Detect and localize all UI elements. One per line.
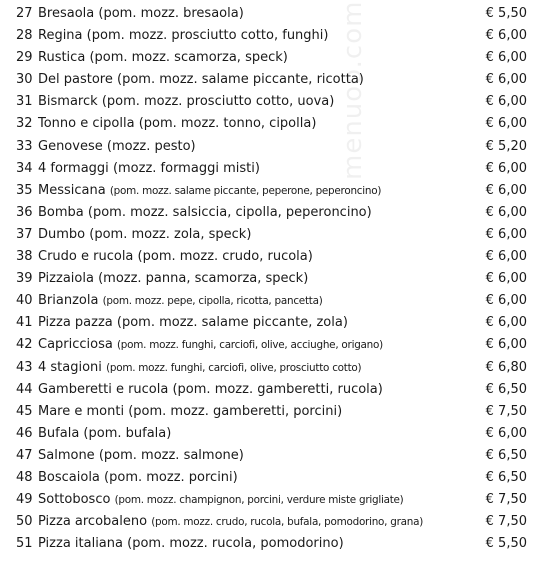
- menu-item-name: Crudo e rucola: [38, 249, 134, 265]
- menu-item-number: 41: [16, 315, 33, 331]
- menu-item-name: Pizzaiola: [38, 271, 94, 287]
- menu-item-description: [38, 180, 381, 202]
- menu-item: [0, 423, 543, 445]
- menu-item-description: [38, 69, 364, 91]
- menu-item: [0, 312, 543, 334]
- menu-item-number: 28: [16, 28, 33, 44]
- menu-item-description: [38, 357, 361, 379]
- menu-item-name: Dumbo: [38, 226, 86, 242]
- menu-item: [0, 246, 543, 268]
- menu-item-number: 49: [16, 492, 33, 508]
- menu-item-description: [38, 334, 383, 356]
- menu-item-number: 31: [16, 94, 33, 110]
- menu-item-name: Boscaiola: [38, 469, 100, 485]
- menu-item-description: [38, 511, 423, 533]
- menu-item-ingredients: (pom. mozz. porcini): [104, 469, 238, 485]
- menu-item-description: [38, 445, 244, 467]
- menu-item-name: Pizza arcobaleno: [38, 514, 148, 530]
- menu-item: [0, 268, 543, 290]
- watermark: menuoo.com: [338, 0, 368, 180]
- menu-item-description: [38, 47, 288, 69]
- menu-item-number: 45: [16, 403, 33, 419]
- menu-item: [0, 533, 543, 555]
- menu-item-number: 35: [16, 182, 33, 198]
- menu-item: [0, 334, 543, 356]
- menu-item-name: Messicana: [38, 182, 106, 198]
- menu-item-name: Bomba: [38, 204, 84, 220]
- menu-item-number: 34: [16, 160, 33, 176]
- menu-item-number: 50: [16, 514, 33, 530]
- menu-item-price: € 6,00: [485, 94, 527, 110]
- menu-item: [0, 180, 543, 202]
- menu-item-number: 48: [16, 469, 33, 485]
- menu-item-price: € 6,00: [485, 28, 527, 44]
- menu-item-name: Bresaola: [38, 6, 95, 21]
- menu-item-description: [38, 401, 342, 423]
- menu-item-number: 29: [16, 50, 33, 66]
- menu-item: [0, 445, 543, 467]
- menu-item-name: Gamberetti e rucola: [38, 381, 169, 397]
- menu-item-number: 38: [16, 249, 33, 265]
- menu-item-ingredients: (mozz. panna, scamorza, speck): [98, 271, 309, 287]
- menu-item-ingredients: (pom. mozz. bresaola): [98, 6, 244, 21]
- menu-item-ingredients: (pom. mozz. pepe, cipolla, ricotta, pancetta): [102, 295, 323, 308]
- menu-item-name: Sottobosco: [38, 492, 111, 508]
- menu-item-description: [38, 136, 196, 158]
- menu-item-ingredients: (pom. mozz. salame piccante, zola): [116, 315, 348, 331]
- menu-item-price: € 6,00: [485, 293, 527, 309]
- menu-item-price: € 7,50: [485, 514, 527, 530]
- menu-item-price: € 7,50: [485, 492, 527, 508]
- menu-item-ingredients: (pom. bufala): [83, 425, 172, 441]
- menu-item-description: [38, 268, 308, 290]
- menu-item-price: € 6,00: [485, 182, 527, 198]
- menu-item-number: 36: [16, 204, 33, 220]
- menu-item-name: Pizza pazza: [38, 315, 113, 331]
- menu-item-ingredients: (pom. mozz. salsiccia, cipolla, peperoncino): [87, 204, 372, 220]
- menu-item-description: [38, 224, 251, 246]
- menu-item-description: [38, 312, 348, 334]
- menu-item-ingredients: (pom. mozz. tonno, cipolla): [138, 116, 317, 132]
- menu-item-name: Salmone: [38, 447, 95, 463]
- menu-item-price: € 6,00: [485, 315, 527, 331]
- menu-item-name: Del pastore: [38, 72, 113, 88]
- menu-item-name: Brianzola: [38, 293, 99, 309]
- menu-item: [0, 467, 543, 489]
- menu-item-price: € 5,50: [485, 6, 527, 21]
- menu-item-ingredients: (pom. mozz. scamorza, speck): [89, 50, 288, 66]
- menu-item: [0, 511, 543, 533]
- menu-item-ingredients: (pom. mozz. salame piccante, peperone, peperoncino): [109, 184, 382, 197]
- menu-item-description: [38, 423, 171, 445]
- menu-item-number: 27: [16, 6, 33, 21]
- menu-item-description: [38, 158, 260, 180]
- menu-item-ingredients: (pom. mozz. funghi, carciofi, olive, acciughe, origano): [117, 339, 383, 352]
- menu-item-number: 51: [16, 536, 33, 552]
- menu-item-ingredients: (pom. mozz. crudo, rucola): [137, 249, 313, 265]
- menu-item-description: [38, 533, 344, 555]
- menu-item-number: 32: [16, 116, 33, 132]
- menu-item-name: Capricciosa: [38, 337, 113, 353]
- menu-item-number: 44: [16, 381, 33, 397]
- menu-item-price: € 6,00: [485, 116, 527, 132]
- menu-item-ingredients: (pom. mozz. prosciutto cotto, uova): [101, 94, 335, 110]
- menu-item: [0, 202, 543, 224]
- menu-item-ingredients: (pom. mozz. champignon, porcini, verdure miste grigliate): [114, 494, 404, 507]
- menu-item-name: Rustica: [38, 50, 86, 66]
- menu-item-price: € 6,80: [485, 359, 527, 375]
- menu-item: [0, 224, 543, 246]
- menu-item-name: Regina: [38, 28, 83, 44]
- menu-item: [0, 113, 543, 135]
- menu-item-description: [38, 246, 313, 268]
- menu-item: [0, 158, 543, 180]
- menu-item-price: € 6,00: [485, 72, 527, 88]
- menu-item-name: Mare e monti: [38, 403, 125, 419]
- menu-item: [0, 47, 543, 69]
- menu-item-description: [38, 202, 372, 224]
- menu-item-description: [38, 3, 244, 25]
- menu-item-description: [38, 290, 323, 312]
- menu-item-number: 42: [16, 337, 33, 353]
- menu-item-ingredients: (pom. mozz. gamberetti, porcini): [128, 403, 343, 419]
- menu-item: [0, 357, 543, 379]
- menu-item-number: 37: [16, 226, 33, 242]
- menu-item-name: Pizza italiana: [38, 536, 123, 552]
- menu-item: [0, 69, 543, 91]
- menu-item-ingredients: (pom. mozz. gamberetti, rucola): [172, 381, 383, 397]
- menu-item: [0, 91, 543, 113]
- menu-item-number: 33: [16, 138, 33, 154]
- menu-item-description: [38, 91, 334, 113]
- menu-item-description: [38, 113, 316, 135]
- menu-item-price: € 6,50: [485, 381, 527, 397]
- menu-item-price: € 5,50: [485, 536, 527, 552]
- menu-item-ingredients: (pom. mozz. funghi, carciofi, olive, prosciutto cotto): [106, 361, 362, 374]
- menu-item-number: 46: [16, 425, 33, 441]
- menu-item-ingredients: (pom. mozz. rucola, pomodorino): [127, 536, 344, 552]
- menu-item-number: 47: [16, 447, 33, 463]
- menu-item-description: [38, 25, 328, 47]
- menu-item-ingredients: (pom. mozz. salame piccante, ricotta): [117, 72, 364, 88]
- menu-item-ingredients: (pom. mozz. crudo, rucola, bufala, pomodorino, grana): [151, 516, 423, 529]
- menu-item-ingredients: (pom. mozz. prosciutto cotto, funghi): [86, 28, 329, 44]
- menu-item-price: € 6,00: [485, 249, 527, 265]
- menu-item-name: Tonno e cipolla: [38, 116, 135, 132]
- menu-item-description: [38, 467, 238, 489]
- menu-item-price: € 6,50: [485, 469, 527, 485]
- menu-item-name: Bismarck: [38, 94, 98, 110]
- menu-item-price: € 6,00: [485, 226, 527, 242]
- menu-item-number: 40: [16, 293, 33, 309]
- menu-item-description: [38, 379, 383, 401]
- menu-item-number: 30: [16, 72, 33, 88]
- menu-item: [0, 25, 543, 47]
- menu-item-price: € 6,00: [485, 204, 527, 220]
- menu-item-price: € 6,50: [485, 447, 527, 463]
- menu-item-price: € 5,20: [485, 138, 527, 154]
- menu-item-ingredients: (mozz. pesto): [106, 138, 196, 154]
- menu-item: [0, 3, 543, 25]
- menu-item-price: € 6,00: [485, 271, 527, 287]
- menu-item-name: 4 formaggi: [38, 160, 109, 176]
- menu-item-price: € 6,00: [485, 425, 527, 441]
- menu-item: [0, 379, 543, 401]
- menu-item-number: 39: [16, 271, 33, 287]
- menu-item-price: € 6,00: [485, 50, 527, 66]
- menu-item-ingredients: (pom. mozz. salmone): [98, 447, 244, 463]
- menu-item: [0, 489, 543, 511]
- menu-item-name: Genovese: [38, 138, 103, 154]
- menu-item-name: Bufala: [38, 425, 80, 441]
- menu-item: [0, 136, 543, 158]
- menu-item: [0, 401, 543, 423]
- menu-item-ingredients: (mozz. formaggi misti): [112, 160, 260, 176]
- menu-item-price: € 6,00: [485, 337, 527, 353]
- menu-item-number: 43: [16, 359, 33, 375]
- menu-item-name: 4 stagioni: [38, 359, 102, 375]
- menu-item-description: [38, 489, 403, 511]
- menu-item-price: € 6,00: [485, 160, 527, 176]
- menu-item-ingredients: (pom. mozz. zola, speck): [89, 226, 252, 242]
- menu-item-price: € 7,50: [485, 403, 527, 419]
- menu-item: [0, 290, 543, 312]
